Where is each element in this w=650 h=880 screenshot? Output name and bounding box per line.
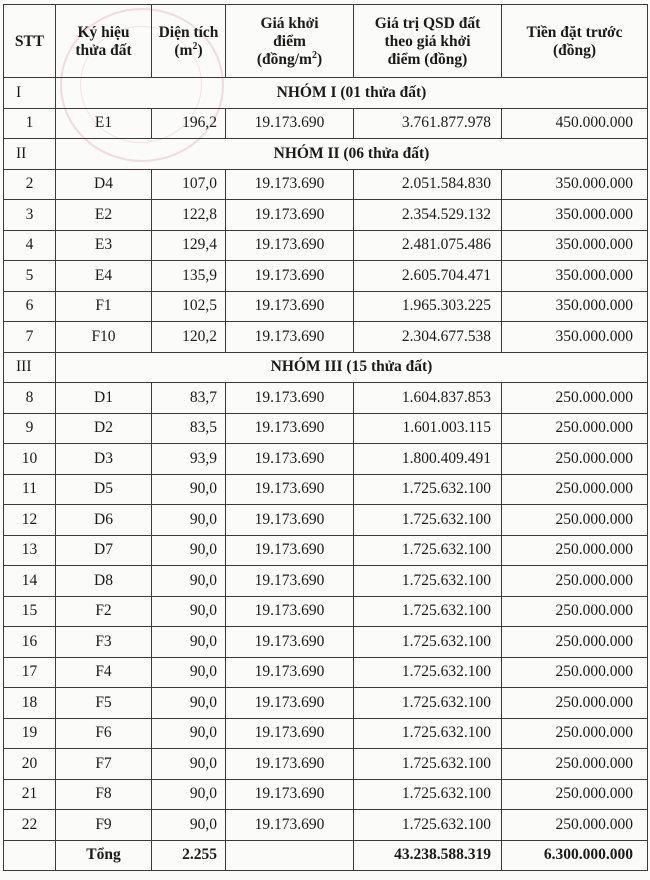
row-plot-code: E4 <box>56 261 152 292</box>
row-stt: 5 <box>4 261 56 292</box>
row-area: 90,0 <box>152 749 226 780</box>
row-starting-price: 19.173.690 <box>226 169 354 200</box>
row-land-value: 1.604.837.853 <box>354 383 502 414</box>
row-plot-code: E2 <box>56 200 152 231</box>
group-title: NHÓM II (06 thửa đất) <box>56 139 648 170</box>
row-deposit: 250.000.000 <box>502 505 648 536</box>
row-starting-price: 19.173.690 <box>226 383 354 414</box>
row-land-value: 1.725.632.100 <box>354 779 502 810</box>
row-stt: 20 <box>4 749 56 780</box>
row-plot-code: D5 <box>56 474 152 505</box>
row-stt: 3 <box>4 200 56 231</box>
row-stt: 15 <box>4 596 56 627</box>
table-row <box>4 535 648 566</box>
row-starting-price: 19.173.690 <box>226 444 354 475</box>
table-row <box>4 749 648 780</box>
total-price-empty <box>226 840 354 871</box>
total-empty-cell <box>4 840 56 871</box>
header-plot-code: Ký hiệu thửa đất <box>56 5 152 78</box>
row-deposit: 350.000.000 <box>502 169 648 200</box>
row-land-value: 2.354.529.132 <box>354 200 502 231</box>
row-starting-price: 19.173.690 <box>226 200 354 231</box>
row-area: 120,2 <box>152 322 226 353</box>
row-deposit: 250.000.000 <box>502 444 648 475</box>
total-area: 2.255 <box>152 840 226 871</box>
row-stt: 6 <box>4 291 56 322</box>
row-land-value: 1.725.632.100 <box>354 749 502 780</box>
row-stt: 9 <box>4 413 56 444</box>
row-area: 90,0 <box>152 688 226 719</box>
total-land-value: 43.238.588.319 <box>354 840 502 871</box>
row-area: 107,0 <box>152 169 226 200</box>
row-deposit: 450.000.000 <box>502 108 648 139</box>
row-land-value: 1.725.632.100 <box>354 566 502 597</box>
row-area: 93,9 <box>152 444 226 475</box>
row-starting-price: 19.173.690 <box>226 535 354 566</box>
row-land-value: 1.725.632.100 <box>354 535 502 566</box>
table-row <box>4 810 648 841</box>
header-deposit: Tiền đặt trước (đồng) <box>502 5 648 78</box>
row-starting-price: 19.173.690 <box>226 688 354 719</box>
table-row <box>4 383 648 414</box>
row-plot-code: F10 <box>56 322 152 353</box>
row-plot-code: F2 <box>56 596 152 627</box>
row-plot-code: F7 <box>56 749 152 780</box>
table-row <box>4 291 648 322</box>
group-title: NHÓM I (01 thửa đất) <box>56 78 648 109</box>
row-land-value: 1.725.632.100 <box>354 505 502 536</box>
row-land-value: 1.725.632.100 <box>354 596 502 627</box>
header-stt: STT <box>4 5 56 78</box>
table-row <box>4 169 648 200</box>
row-deposit: 350.000.000 <box>502 322 648 353</box>
row-deposit: 250.000.000 <box>502 413 648 444</box>
row-land-value: 1.725.632.100 <box>354 627 502 658</box>
row-area: 90,0 <box>152 627 226 658</box>
row-plot-code: F6 <box>56 718 152 749</box>
table-row <box>4 444 648 475</box>
total-label: Tổng <box>56 840 152 871</box>
row-area: 83,5 <box>152 413 226 444</box>
header-starting-price: Giá khởi điểm $(đồng/m^2)$ <box>226 5 354 78</box>
group-header-row <box>4 139 648 170</box>
header-area: Diện tích $(m^2)$ <box>152 5 226 78</box>
row-land-value: 1.725.632.100 <box>354 657 502 688</box>
row-stt: 4 <box>4 230 56 261</box>
row-plot-code: D6 <box>56 505 152 536</box>
table-row <box>4 108 648 139</box>
row-plot-code: D4 <box>56 169 152 200</box>
table-row <box>4 566 648 597</box>
row-deposit: 250.000.000 <box>502 383 648 414</box>
row-deposit: 250.000.000 <box>502 688 648 719</box>
group-header-row <box>4 352 648 383</box>
row-stt: 11 <box>4 474 56 505</box>
table-row <box>4 230 648 261</box>
row-deposit: 250.000.000 <box>502 627 648 658</box>
row-land-value: 1.725.632.100 <box>354 718 502 749</box>
row-stt: 17 <box>4 657 56 688</box>
row-plot-code: F1 <box>56 291 152 322</box>
table-body <box>4 78 648 871</box>
row-starting-price: 19.173.690 <box>226 230 354 261</box>
row-area: 83,7 <box>152 383 226 414</box>
row-land-value: 2.605.704.471 <box>354 261 502 292</box>
row-deposit: 250.000.000 <box>502 657 648 688</box>
row-stt: 8 <box>4 383 56 414</box>
row-deposit: 350.000.000 <box>502 291 648 322</box>
row-stt: 7 <box>4 322 56 353</box>
row-area: 90,0 <box>152 718 226 749</box>
row-deposit: 350.000.000 <box>502 200 648 231</box>
group-roman-numeral: II <box>4 139 56 170</box>
row-starting-price: 19.173.690 <box>226 749 354 780</box>
row-plot-code: F4 <box>56 657 152 688</box>
row-area: 90,0 <box>152 505 226 536</box>
row-area: 135,9 <box>152 261 226 292</box>
row-plot-code: E3 <box>56 230 152 261</box>
row-starting-price: 19.173.690 <box>226 413 354 444</box>
table-row <box>4 596 648 627</box>
table-row <box>4 505 648 536</box>
table-row <box>4 627 648 658</box>
row-plot-code: F8 <box>56 779 152 810</box>
row-area: 90,0 <box>152 535 226 566</box>
group-roman-numeral: I <box>4 78 56 109</box>
group-roman-numeral: III <box>4 352 56 383</box>
row-land-value: 1.965.303.225 <box>354 291 502 322</box>
row-starting-price: 19.173.690 <box>226 779 354 810</box>
row-deposit: 250.000.000 <box>502 810 648 841</box>
group-header-row <box>4 78 648 109</box>
row-starting-price: 19.173.690 <box>226 810 354 841</box>
row-plot-code: D3 <box>56 444 152 475</box>
row-starting-price: 19.173.690 <box>226 505 354 536</box>
row-land-value: 2.051.584.830 <box>354 169 502 200</box>
row-deposit: 250.000.000 <box>502 749 648 780</box>
row-stt: 21 <box>4 779 56 810</box>
row-area: 90,0 <box>152 657 226 688</box>
row-stt: 22 <box>4 810 56 841</box>
table-row <box>4 200 648 231</box>
row-stt: 1 <box>4 108 56 139</box>
table-row <box>4 688 648 719</box>
row-land-value: 1.725.632.100 <box>354 810 502 841</box>
row-starting-price: 19.173.690 <box>226 291 354 322</box>
table-row <box>4 718 648 749</box>
row-plot-code: D2 <box>56 413 152 444</box>
row-stt: 18 <box>4 688 56 719</box>
row-deposit: 250.000.000 <box>502 596 648 627</box>
row-area: 90,0 <box>152 566 226 597</box>
table-row <box>4 779 648 810</box>
row-land-value: 3.761.877.978 <box>354 108 502 139</box>
row-stt: 16 <box>4 627 56 658</box>
row-starting-price: 19.173.690 <box>226 322 354 353</box>
row-starting-price: 19.173.690 <box>226 596 354 627</box>
row-deposit: 250.000.000 <box>502 566 648 597</box>
land-plot-table <box>3 4 648 871</box>
row-starting-price: 19.173.690 <box>226 627 354 658</box>
row-starting-price: 19.173.690 <box>226 474 354 505</box>
table-header-row <box>4 5 648 78</box>
row-starting-price: 19.173.690 <box>226 261 354 292</box>
row-plot-code: F5 <box>56 688 152 719</box>
row-starting-price: 19.173.690 <box>226 657 354 688</box>
row-stt: 19 <box>4 718 56 749</box>
table-row <box>4 261 648 292</box>
table-row <box>4 322 648 353</box>
row-land-value: 2.304.677.538 <box>354 322 502 353</box>
row-deposit: 350.000.000 <box>502 230 648 261</box>
row-deposit: 250.000.000 <box>502 474 648 505</box>
row-starting-price: 19.173.690 <box>226 718 354 749</box>
row-stt: 10 <box>4 444 56 475</box>
row-deposit: 350.000.000 <box>502 261 648 292</box>
row-stt: 14 <box>4 566 56 597</box>
row-plot-code: D8 <box>56 566 152 597</box>
row-plot-code: F3 <box>56 627 152 658</box>
row-deposit: 250.000.000 <box>502 718 648 749</box>
row-area: 122,8 <box>152 200 226 231</box>
row-land-value: 1.601.003.115 <box>354 413 502 444</box>
table-row <box>4 474 648 505</box>
row-plot-code: D1 <box>56 383 152 414</box>
group-title: NHÓM III (15 thửa đất) <box>56 352 648 383</box>
row-area: 90,0 <box>152 779 226 810</box>
row-area: 196,2 <box>152 108 226 139</box>
row-deposit: 250.000.000 <box>502 779 648 810</box>
header-land-value: Giá trị QSD đất theo giá khởi điểm (đồng) <box>354 5 502 78</box>
row-land-value: 1.725.632.100 <box>354 688 502 719</box>
row-land-value: 2.481.075.486 <box>354 230 502 261</box>
row-deposit: 250.000.000 <box>502 535 648 566</box>
row-land-value: 1.725.632.100 <box>354 474 502 505</box>
table-row <box>4 657 648 688</box>
row-land-value: 1.800.409.491 <box>354 444 502 475</box>
row-starting-price: 19.173.690 <box>226 108 354 139</box>
row-plot-code: D7 <box>56 535 152 566</box>
table-row <box>4 413 648 444</box>
row-area: 90,0 <box>152 474 226 505</box>
row-area: 129,4 <box>152 230 226 261</box>
row-stt: 13 <box>4 535 56 566</box>
row-area: 90,0 <box>152 596 226 627</box>
row-starting-price: 19.173.690 <box>226 566 354 597</box>
row-stt: 12 <box>4 505 56 536</box>
total-deposit: 6.300.000.000 <box>502 840 648 871</box>
total-row <box>4 840 648 871</box>
row-stt: 2 <box>4 169 56 200</box>
row-area: 90,0 <box>152 810 226 841</box>
row-plot-code: F9 <box>56 810 152 841</box>
row-area: 102,5 <box>152 291 226 322</box>
row-plot-code: E1 <box>56 108 152 139</box>
